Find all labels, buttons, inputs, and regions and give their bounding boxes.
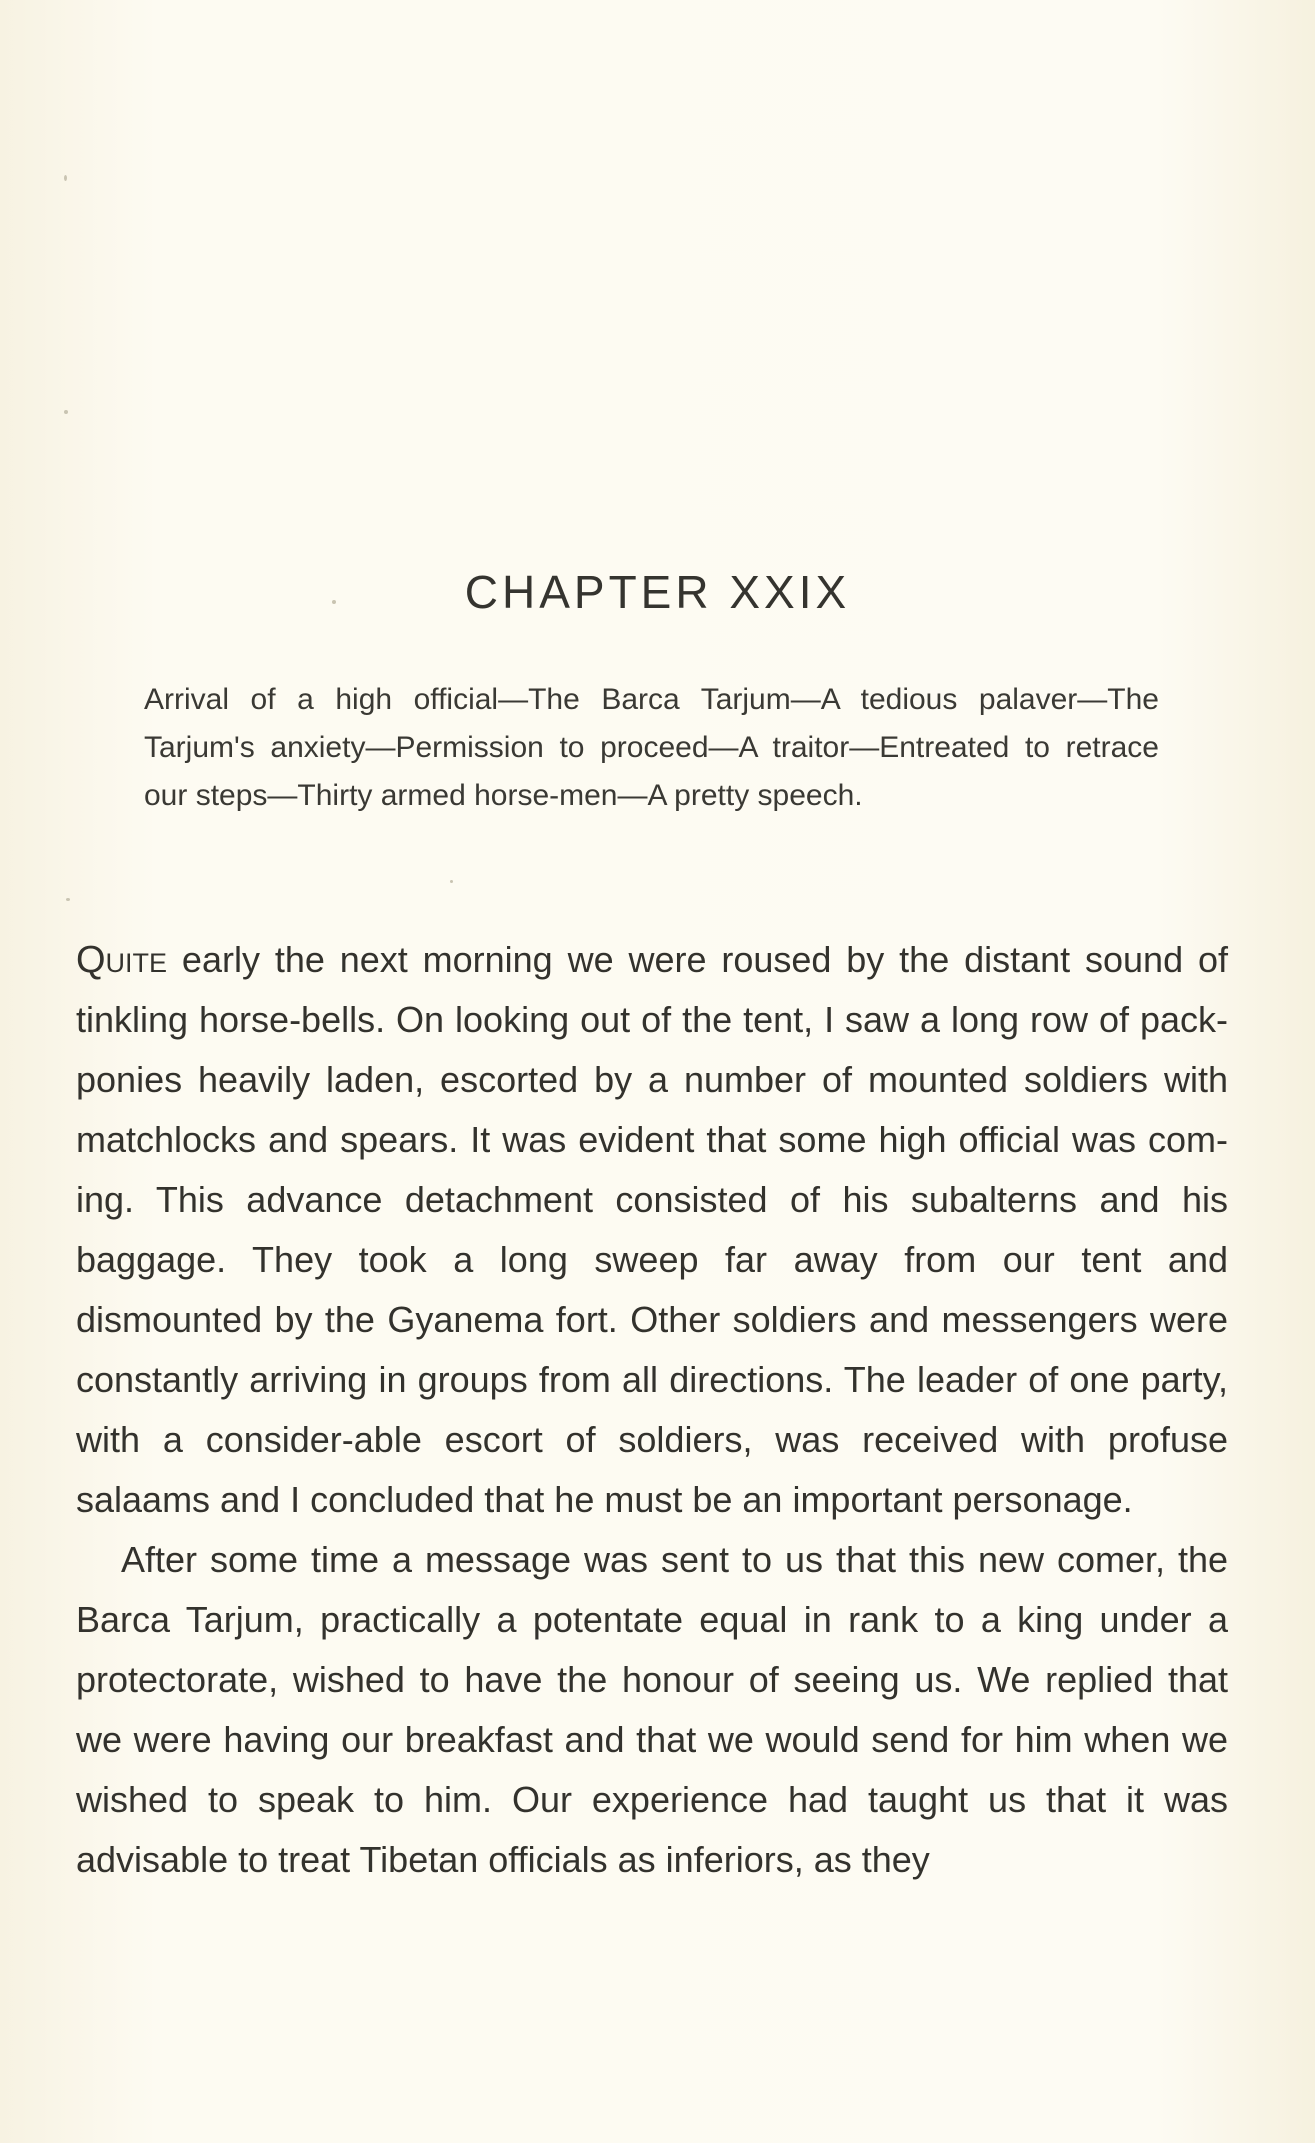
- paper-speck: [332, 600, 336, 604]
- chapter-title: CHAPTER XXIX: [464, 566, 851, 618]
- paper-speck: [64, 410, 68, 414]
- chapter-body: [76, 930, 1228, 1890]
- paper-speck: [64, 175, 67, 181]
- paragraph-1-text: early the next morning we were roused by the distant sound of tinkling horse-bells. On looking out of the tent, I saw a long row of pack-ponies heavily laden, escorted by a number of mounted soldiers with matchlocks and spears. It was evident that some high official was com-ing. This advance detachment consisted of his subalterns and his baggage. They took a long sweep far away from our tent and dismounted by the Gyanema fort. Other soldiers and messengers were constantly arriving in groups from all directions. The leader of one party, with a consider-able escort of soldiers, was received with profuse salaams and I concluded that he must be an important personage.: [76, 939, 1228, 1520]
- paragraph-2: After some time a message was sent to us that this new comer, the Barca Tarjum, practically a potentate equal in rank to a king under a protectorate, wished to have the honour of seeing us. We replied that we were having our breakfast and that we would send for him when we wished to speak to him. Our experience had taught us that it was advisable to treat Tibetan officials as inferiors, as they: [76, 1539, 1228, 1880]
- paper-speck: [66, 898, 70, 901]
- opening-word: Quite: [76, 939, 168, 981]
- paper-speck: [450, 880, 453, 883]
- paragraph-1: [76, 930, 1228, 1530]
- chapter-summary: Arrival of a high official—The Barca Tarjum—A tedious palaver—The Tarjum's anxiety—Permission to proceed—A traitor—Entreated to retrace our steps—Thirty armed horse-men—A pretty speech.: [144, 683, 1159, 812]
